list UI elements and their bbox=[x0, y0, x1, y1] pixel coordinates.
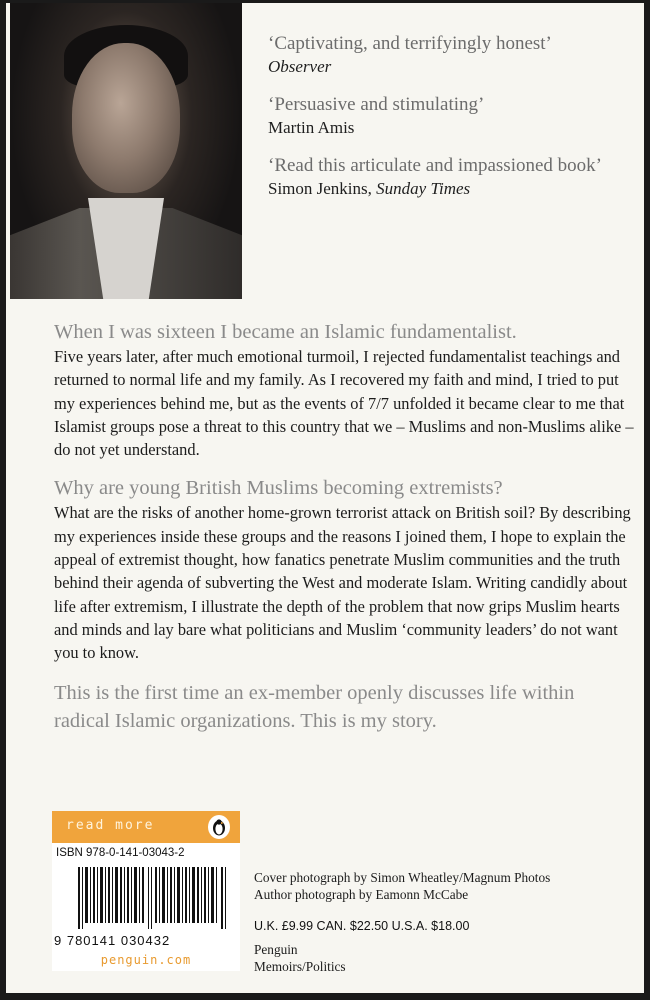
price-line: U.K. £9.99 CAN. $22.50 U.S.A. $18.00 bbox=[254, 919, 470, 933]
quote-text: ‘Read this articulate and impassioned book’ bbox=[268, 155, 602, 176]
photo-credits bbox=[254, 869, 634, 903]
author-photo bbox=[10, 3, 242, 299]
blurb-paragraph bbox=[54, 679, 634, 735]
quote-source-publication: Observer bbox=[268, 57, 332, 76]
review-quote bbox=[268, 153, 638, 200]
review-quotes bbox=[268, 31, 638, 214]
quote-source-publication: Sunday Times bbox=[376, 179, 471, 198]
blurb-body: Five years later, after much emotional turmoil, I rejected fundamentalist teachings and returned to normal life and my family. As I recovered my faith and mind, I tried to put my experiences behind me, but as the events of 7/7 unfolded it became clear to me that Islamist groups pose a threat to this country that we – Muslims and non-Muslims alike – do not yet understand. bbox=[54, 347, 634, 460]
quote-text: ‘Persuasive and stimulating’ bbox=[268, 94, 485, 115]
author-photo-credit: Author photograph by Eamonn McCabe bbox=[254, 887, 469, 902]
blurb-paragraph bbox=[54, 475, 634, 664]
barcode-box bbox=[52, 811, 240, 971]
review-quote bbox=[268, 92, 638, 139]
blurb bbox=[54, 319, 634, 749]
cover-photo-credit: Cover photograph by Simon Wheatley/Magnum Photos bbox=[254, 870, 551, 885]
book-category: Memoirs/Politics bbox=[254, 959, 346, 974]
quote-source-name: Simon Jenkins, bbox=[268, 179, 372, 198]
barcode-digits: 9 780141 030432 bbox=[54, 933, 171, 948]
review-quote bbox=[268, 31, 638, 78]
quote-source bbox=[268, 56, 638, 78]
quote-text: ‘Captivating, and terrifyingly honest’ bbox=[268, 33, 552, 54]
quote-source bbox=[268, 178, 638, 200]
book-back-cover bbox=[6, 3, 644, 993]
author-face bbox=[72, 43, 180, 193]
isbn-number: ISBN 978-0-141-03043-2 bbox=[56, 847, 185, 859]
publisher-info bbox=[254, 941, 346, 975]
blurb-paragraph bbox=[54, 319, 634, 461]
read-more-bar bbox=[52, 811, 240, 843]
blurb-body: What are the risks of another home-grown terrorist attack on British soil? By describing my experiences inside these groups and the reasons I joined them, I hope to explain the appeal of extremist thought, how fanatics penetrate Muslim communities and the truth behind their agenda of subverting the West and moderate Islam. Writing candidly about life after extremism, I illustrate the depth of the problem that now grips Muslim hearts and minds and lay bare what politicians and Muslim ‘community leaders’ do not want you to know. bbox=[54, 503, 631, 663]
publisher-name: Penguin bbox=[254, 942, 298, 957]
publisher-url: penguin.com bbox=[100, 953, 192, 967]
barcode-bars bbox=[78, 867, 228, 929]
blurb-lead: When I was sixteen I became an Islamic fundamentalist. bbox=[54, 321, 517, 343]
read-more-label: read more bbox=[66, 818, 155, 833]
blurb-lead: Why are young British Muslims becoming extremists? bbox=[54, 477, 503, 500]
penguin-logo-icon bbox=[208, 815, 230, 839]
blurb-closing: This is the first time an ex-member openly discusses life within radical Islamic organizations. This is my story. bbox=[54, 681, 575, 732]
quote-source: Martin Amis bbox=[268, 118, 355, 137]
